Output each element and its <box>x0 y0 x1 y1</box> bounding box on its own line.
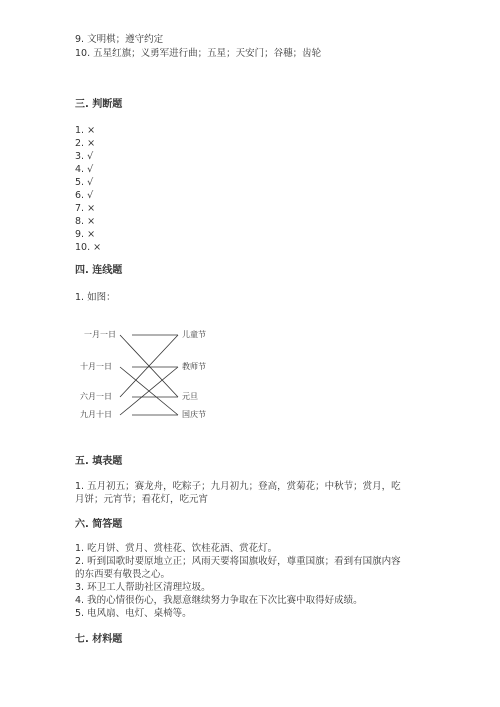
short-answer-line: 2. 听到国歌时要原地立正；风雨天要将国旗收好，尊重国旗；看到有国旗内容 <box>75 556 401 567</box>
judgement-item: 6. √ <box>75 190 94 201</box>
judgement-item: 7. × <box>75 203 96 214</box>
fill-table-answer: 月饼；元宵节；看花灯，吃元宵 <box>75 494 209 505</box>
right-festival-label: 儿童节 <box>182 330 206 339</box>
matching-diagram <box>70 322 240 427</box>
left-date-label: 十月一日 <box>80 362 112 371</box>
section-title-matching: 四. 连线题 <box>75 265 123 276</box>
judgement-item: 9. × <box>75 229 96 240</box>
short-answer-line: 1. 吃月饼、赏月、赏桂花、饮桂花酒、赏花灯。 <box>75 543 278 554</box>
judgement-item: 2. × <box>75 138 96 149</box>
short-answer-line: 的东西要有敬畏之心。 <box>75 569 171 580</box>
left-date-label: 一月一日 <box>84 330 116 339</box>
section-title-judgement: 三. 判断题 <box>75 99 123 110</box>
short-answer-line: 4. 我的心情很伤心，我愿意继续努力争取在下次比赛中取得好成绩。 <box>75 595 363 606</box>
judgement-item: 5. √ <box>75 177 94 188</box>
fill-table-answer: 1. 五月初五；赛龙舟，吃粽子；九月初九；登高，赏菊花；中秋节；赏月，吃 <box>75 481 401 492</box>
section-title-short-answer: 六. 简答题 <box>75 519 123 530</box>
right-festival-label: 国庆节 <box>182 410 206 419</box>
judgement-item: 1. × <box>75 125 96 136</box>
right-festival-label: 元旦 <box>182 392 198 401</box>
right-festival-label: 教师节 <box>182 362 206 371</box>
judgement-item: 3. √ <box>75 151 94 162</box>
judgement-item: 4. √ <box>75 164 94 175</box>
left-date-label: 九月十日 <box>80 410 112 419</box>
short-answer-line: 3. 环卫工人帮助社区清理垃圾。 <box>75 582 211 593</box>
answer-line-9: 9. 文明棋；遵守约定 <box>75 34 164 45</box>
judgement-item: 8. × <box>75 216 96 227</box>
answer-line-10: 10. 五星红旗；义勇军进行曲；五星；天安门；谷穗；齿轮 <box>75 48 322 59</box>
section-title-material: 七. 材料题 <box>75 634 123 645</box>
short-answer-line: 5. 电风扇、电灯、桌椅等。 <box>75 608 192 619</box>
matching-intro: 1. 如图： <box>75 292 116 303</box>
section-title-fill-table: 五. 填表题 <box>75 456 123 467</box>
left-date-label: 六月一日 <box>80 392 112 401</box>
judgement-item: 10. × <box>75 242 102 253</box>
